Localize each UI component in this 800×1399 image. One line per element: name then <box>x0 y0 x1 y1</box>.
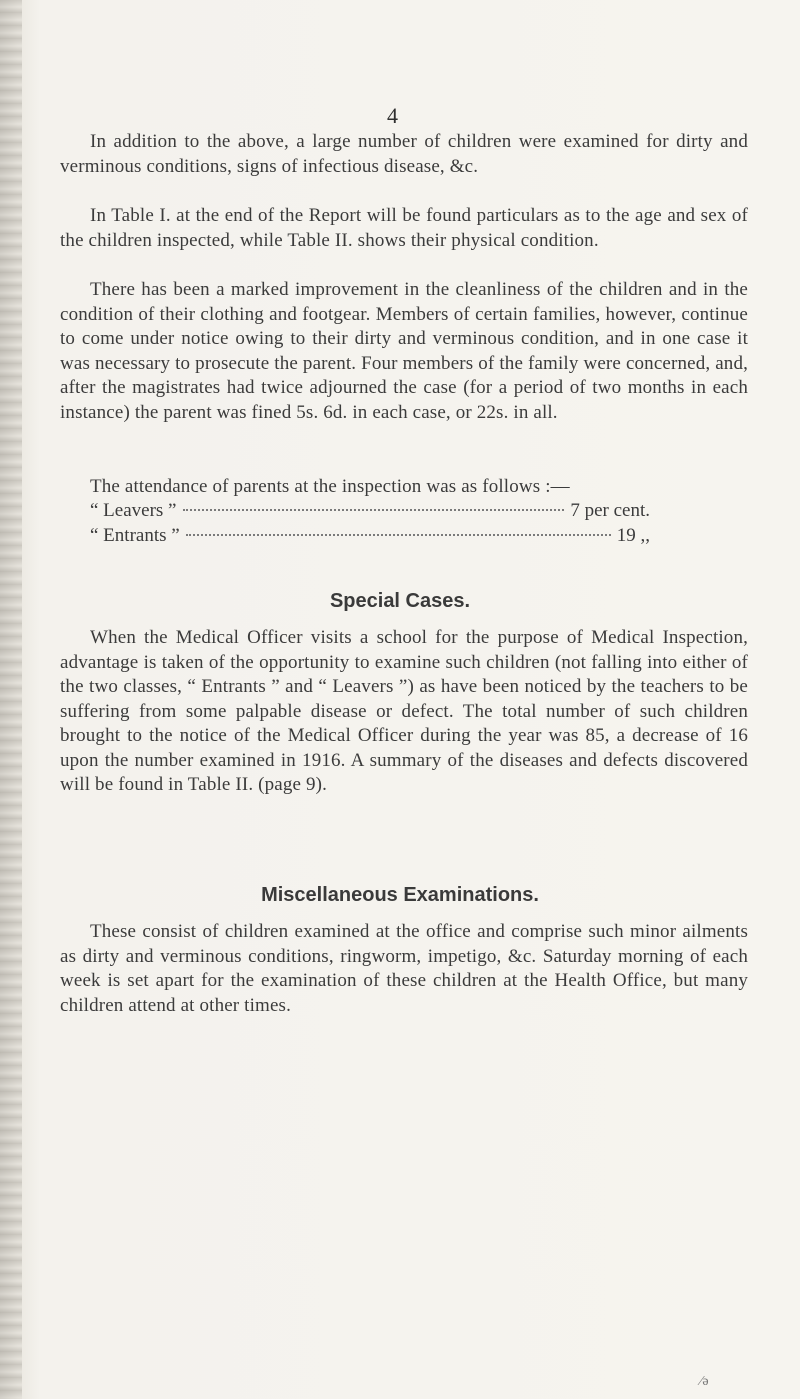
leader-dots <box>183 509 565 511</box>
heading-miscellaneous: Miscellaneous Examinations. <box>261 884 539 906</box>
attendance-row-leavers <box>90 500 650 522</box>
attendance-label: “ Leavers ” <box>90 500 177 521</box>
paragraph-intro: In addition to the above, a large number of children were examined for dirty and verminous conditions, signs of infectious disease, &c. <box>60 131 748 177</box>
attendance-value: 19 ,, <box>616 525 650 546</box>
heading-special-cases: Special Cases. <box>329 590 471 612</box>
paragraph-improvement: There has been a marked improvement in the cleanliness of the children and in the condition of their clothing and footgear. Members of certain families, however, continue to come under notice owing to their dirty and verminous condition, and in one case it was necessary to prosecute the parent. Four members of the family were concerned, and, after the magistrates had twice adjourned the case (for a period of two months in each instance) the parent was fined 5s. 6d. in each case, or 22s. in all. <box>60 279 748 423</box>
paragraph-attendance: The attendance of parents at the inspection was as follows :— <box>90 476 570 497</box>
page-number: 4 <box>387 103 398 128</box>
paragraph-tables: In Table I. at the end of the Report will be found particulars as to the age and sex of the children inspected, while Table II. shows their physical condition. <box>60 205 748 251</box>
attendance-value: 7 per cent. <box>570 500 650 521</box>
paragraph-special-cases: When the Medical Officer visits a school for the purpose of Medical Inspection, advantage is taken of the opportunity to examine such children (not falling into either of the two classes, “ Entrants ” and “ Leavers ”) as have been noticed by the teachers to be suffering from some palpable disease or defect. The total number of such children brought to the notice of the Medical Officer during the year was 85, a decrease of 16 upon the number examined in 1916. A summary of the diseases and defects discovered will be found in Table II. (page 9). <box>60 627 748 795</box>
attendance-row-entrants <box>90 525 650 547</box>
page-binding-edge <box>0 0 22 1399</box>
leader-dots <box>186 534 611 536</box>
corner-pencil-mark: ⁄ə <box>700 1374 709 1389</box>
paragraph-miscellaneous: These consist of children examined at the office and comprise such minor ailments as dirty and verminous conditions, ringworm, impetigo, &c. Saturday morning of each week is set apart for the examination of these children at the Health Office, but many children attend at other times. <box>60 921 748 1016</box>
attendance-label: “ Entrants ” <box>90 525 180 546</box>
